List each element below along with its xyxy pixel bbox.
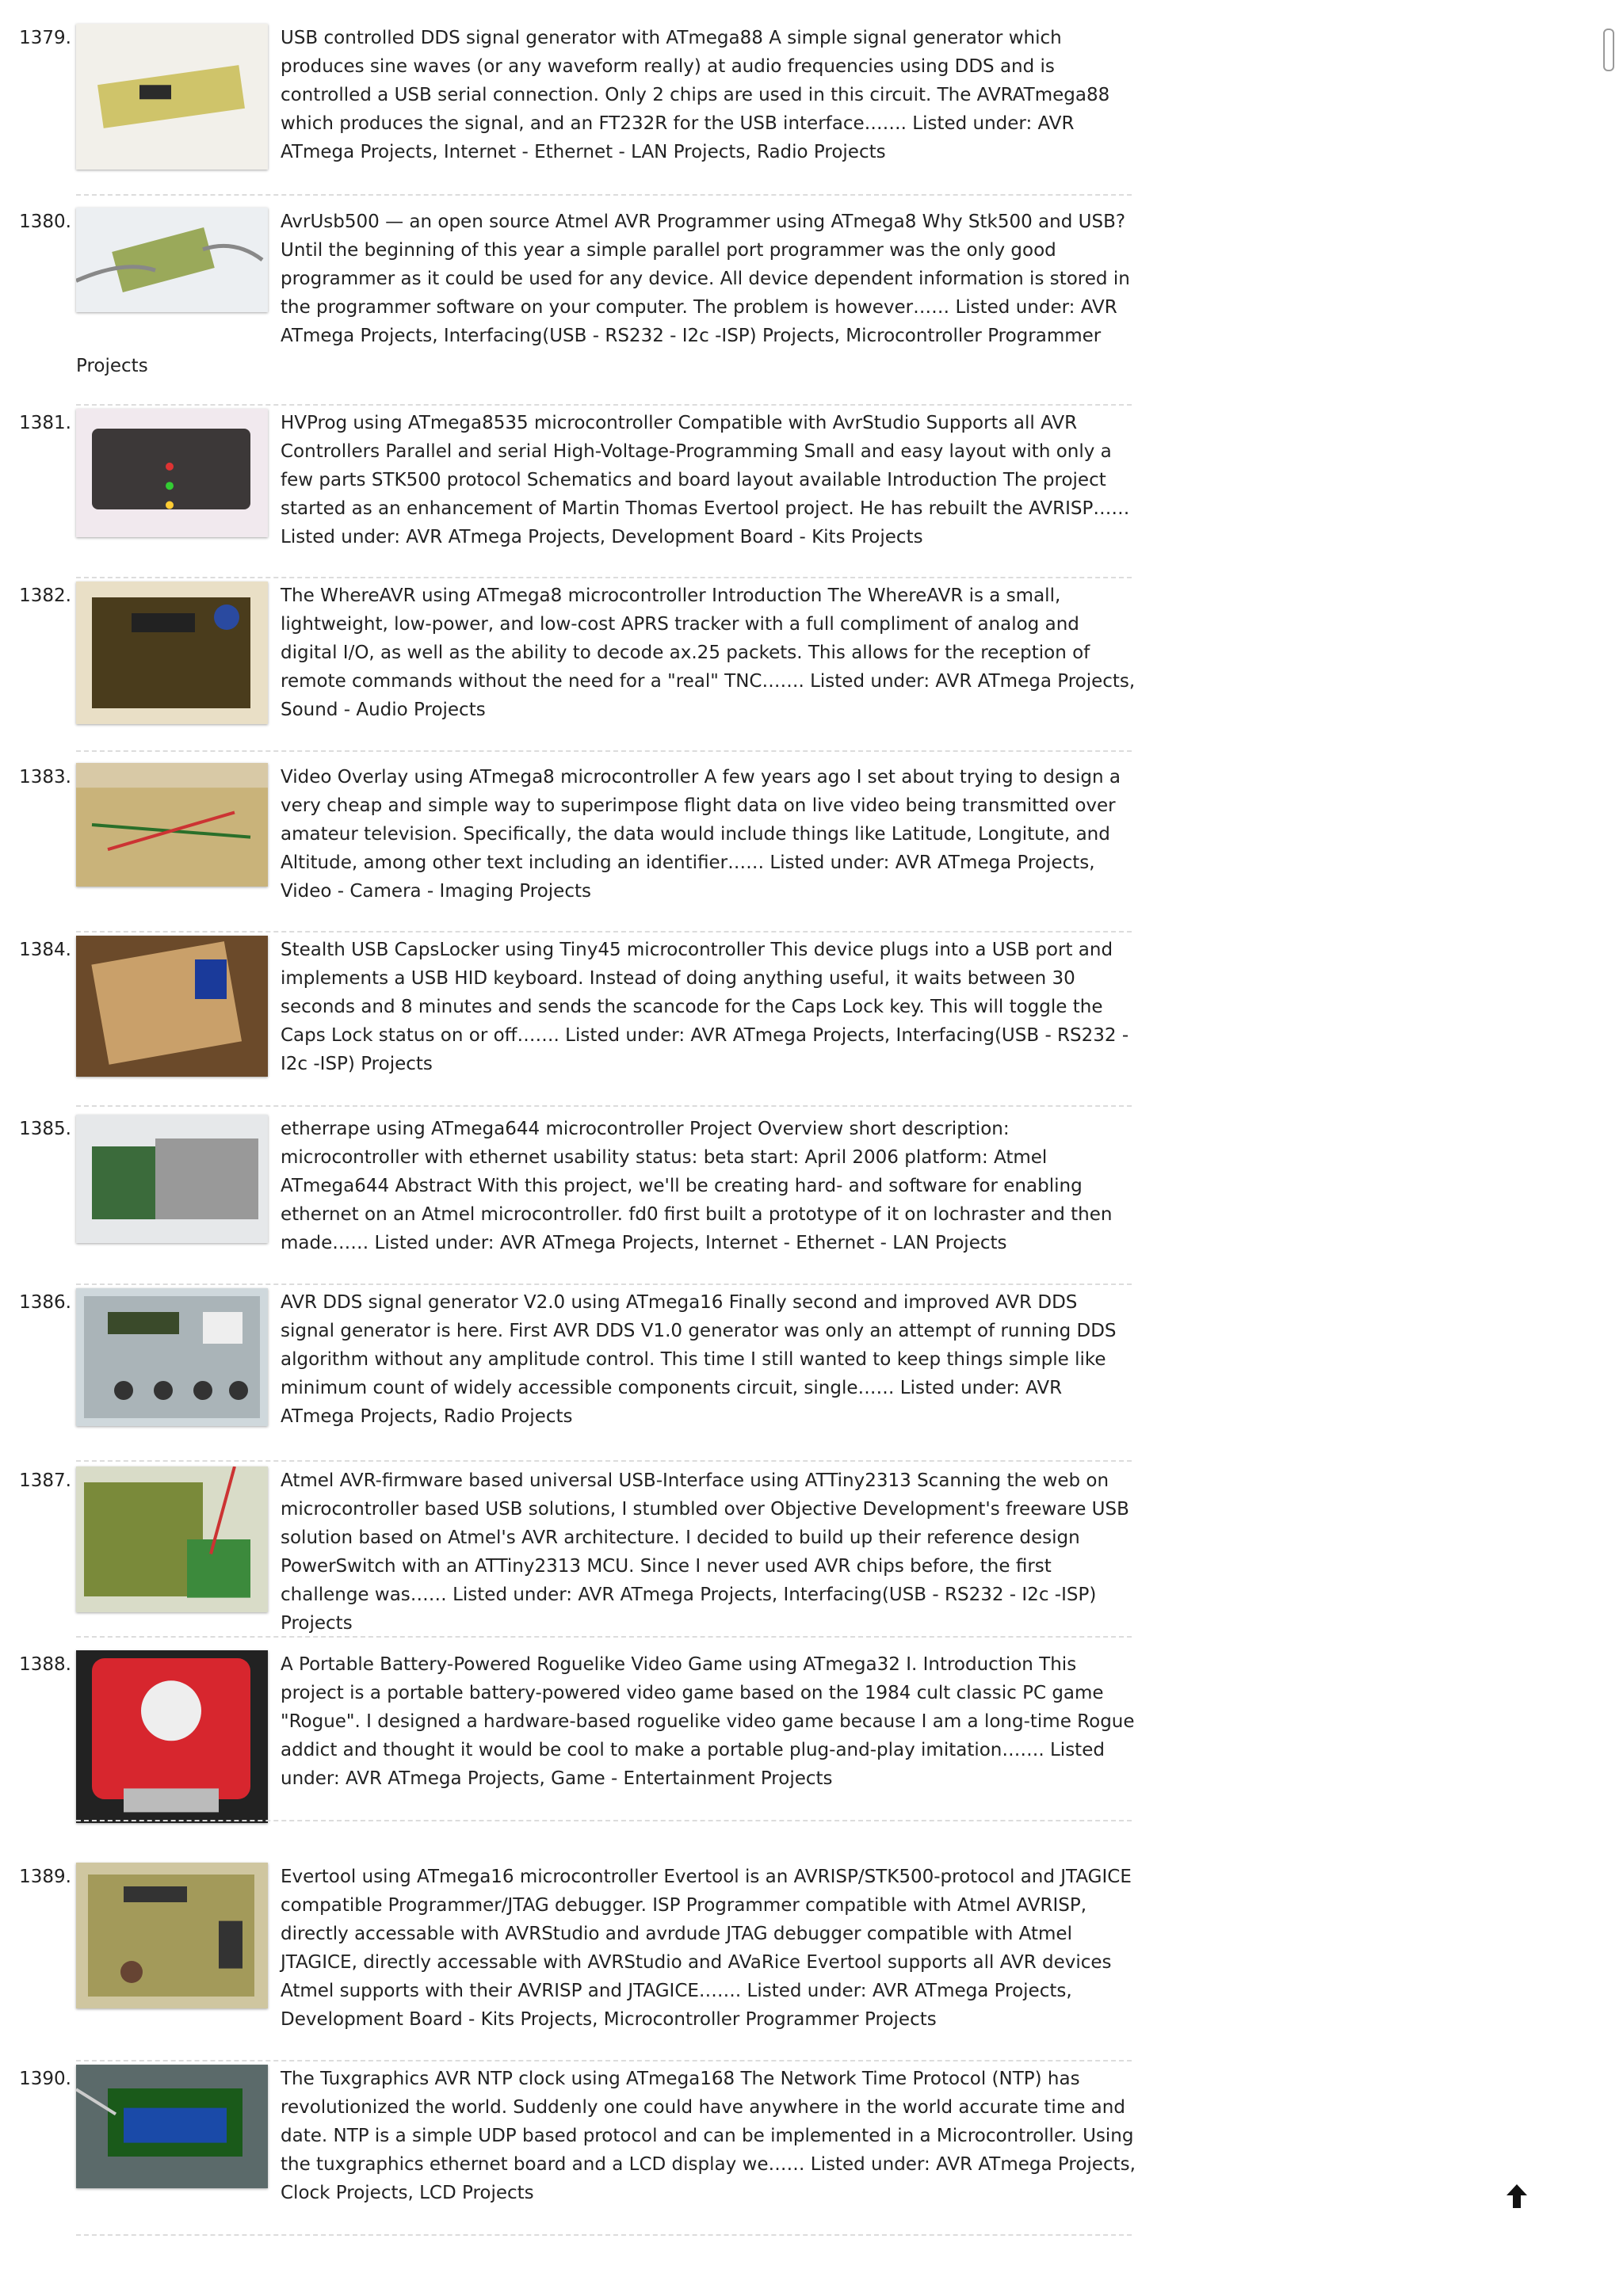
item-description[interactable]: A Portable Battery-Powered Roguelike Video Game using ATmega32 I. Introduction This project is a portable battery-powered video game based on the 1984 cult classic PC game "Rogue". I designed a hardware-based roguelike video game because I am a long-time Rogue addict and thought it would be cool to make a portable plug-and-play imitation……. Listed under: AVR ATmega Projects, Game - Entertainment Projects [281,1654,1135,1789]
enclosure-photo[interactable] [76,409,268,537]
pcb-photo[interactable] [76,24,268,170]
signal-generator-photo[interactable] [76,1288,268,1426]
item-description[interactable]: HVProg using ATmega8535 microcontroller Compatible with AvrStudio Supports all AVR Controllers Parallel and serial High-Voltage-Programming Small and easy layout with only a few parts STK500 protocol Schematics and board layout available Introduction The project started as an enhancement of Martin Thomas Evertool project. He has rebuilt the AVRISP…… Listed under: AVR ATmega Projects, Development Board - Kits Projects [281,413,1130,547]
item-number: 1386. [19,1292,71,1313]
item-number: 1389. [19,1867,71,1887]
item-number: 1380. [19,212,71,232]
tracker-photo[interactable] [76,582,268,724]
item-number: 1382. [19,585,71,606]
item-description[interactable]: The WhereAVR using ATmega8 microcontroller Introduction The WhereAVR is a small, lightweight, low-power, and low-cost APRS tracker with a full compliment of analog and digital I/O, as well as the ability to decode ax.25 packets. This allows for the reception of remote commands without the need for a "real" TNC……. Listed under: AVR ATmega Projects, Sound - Audio Projects [281,585,1136,720]
game-tin-photo[interactable] [76,1650,268,1823]
item-separator [76,404,1132,406]
item-separator [76,1820,1132,1821]
item-number: 1383. [19,767,71,788]
item-number: 1390. [19,2069,71,2089]
item-separator [76,1636,1132,1638]
breadboard-photo[interactable] [76,763,268,887]
item-separator [76,931,1132,933]
arrow-up-icon [1506,2183,1528,2209]
item-separator [76,1460,1132,1462]
ethernet-board-photo[interactable] [76,1115,268,1243]
item-description[interactable]: etherrape using ATmega644 microcontroller Project Overview short description: microcontroller with ethernet usability status: beta start: April 2006 platform: Atmel ATmega644 Abstract With this project, we'll be creating hard- and software for enabling ethernet on an Atmel microcontroller. fd0 first built a prototype of it on lochraster and then made…… Listed under: AVR ATmega Projects, Internet - Ethernet - LAN Projects [281,1119,1113,1253]
usb-board-photo[interactable] [76,936,268,1077]
item-description[interactable]: Stealth USB CapsLocker using Tiny45 microcontroller This device plugs into a USB port and implements a USB HID keyboard. Instead of doing anything useful, it waits between 30 seconds and 8 minutes and sends the scancode for the Caps Lock key. This will toggle the Caps Lock status on or off……. Listed under: AVR ATmega Projects, Interfacing(USB - RS232 - I2c -ISP) Projects [281,940,1129,1074]
item-separator [76,577,1132,578]
lcd-clock-photo[interactable] [76,2065,268,2188]
usb-interface-photo[interactable] [76,1466,268,1612]
item-separator [76,2060,1132,2061]
item-description-tail[interactable]: Projects [76,356,148,376]
item-number: 1384. [19,940,71,960]
item-description[interactable]: Evertool using ATmega16 microcontroller Evertool is an AVRISP/STK500-protocol and JTAGICE compatible Programmer/JTAG debugger. ISP Programmer compatible with Atmel AVRISP, directly accessable with AVRStudio and avrdude JTAG debugger compatible with Atmel JTAGICE, directly accessable with AVRStudio and AVaRice Evertool supports all AVR devices Atmel supports with their AVRISP and JTAGICE……. Listed under: AVR ATmega Projects, Development Board - Kits Projects, Microcontroller Programmer Projects [281,1867,1132,2030]
programmer-photo[interactable] [76,208,268,312]
item-description[interactable]: Atmel AVR-firmware based universal USB-Interface using ATTiny2313 Scanning the web on microcontroller based USB solutions, I stumbled over Objective Development's freeware USB solution based on Atmel's AVR architecture. I decided to build up their reference design PowerSwitch with an ATTiny2313 MCU. Since I never used AVR chips before, the first challenge was…… Listed under: AVR ATmega Projects, Interfacing(USB - RS232 - I2c -ISP) Projects [281,1470,1129,1634]
item-separator [76,2234,1132,2236]
item-separator [76,1283,1132,1285]
item-separator [76,750,1132,752]
scrollbar-thumb[interactable] [1603,29,1614,71]
item-separator [76,194,1132,196]
item-number: 1381. [19,413,71,433]
item-description[interactable]: AVR DDS signal generator V2.0 using ATmega16 Finally second and improved AVR DDS signal generator is here. First AVR DDS V1.0 generator was only an attempt of running DDS algorithm without any amplitude control. This time I still wanted to keep things simple like minimum count of widely accessible components circuit, single…… Listed under: AVR ATmega Projects, Radio Projects [281,1292,1117,1427]
debugger-photo[interactable] [76,1863,268,2008]
item-description[interactable]: Video Overlay using ATmega8 microcontroller A few years ago I set about trying to design a very cheap and simple way to superimpose flight data on live video being transmitted over amateur television. Specifically, the data would include things like Latitude, Longitute, and Altitude, among other text including an identifier…… Listed under: AVR ATmega Projects, Video - Camera - Imaging Projects [281,767,1121,902]
item-number: 1385. [19,1119,71,1139]
item-number: 1379. [19,28,71,48]
back-to-top-button[interactable] [1504,2180,1529,2212]
item-separator [76,1105,1132,1107]
item-description[interactable]: The Tuxgraphics AVR NTP clock using ATmega168 The Network Time Protocol (NTP) has revolutionized the world. Suddenly one could have anywhere in the world accurate time and date. NTP is a simple UDP based protocol and can be implemented in a Microcontroller. Using the tuxgraphics ethernet board and a LCD display we…… Listed under: AVR ATmega Projects, Clock Projects, LCD Projects [281,2069,1136,2203]
item-description[interactable]: USB controlled DDS signal generator with ATmega88 A simple signal generator which produces sine waves (or any waveform really) at audio frequencies using DDS and is controlled a USB serial connection. Only 2 chips are used in this circuit. The AVRATmega88 which produces the signal, and an FT232R for the USB interface……. Listed under: AVR ATmega Projects, Internet - Ethernet - LAN Projects, Radio Projects [281,28,1110,162]
item-number: 1387. [19,1470,71,1491]
item-number: 1388. [19,1654,71,1675]
item-description[interactable]: AvrUsb500 — an open source Atmel AVR Programmer using ATmega8 Why Stk500 and USB? Until the beginning of this year a simple parallel port programmer was the only good programmer as it could be used for any device. All device dependent information is stored in the programmer software on your computer. The problem is however…… Listed under: AVR ATmega Projects, Interfacing(USB - RS232 - I2c -ISP) Projects, Microcontroller Programmer [281,212,1130,346]
